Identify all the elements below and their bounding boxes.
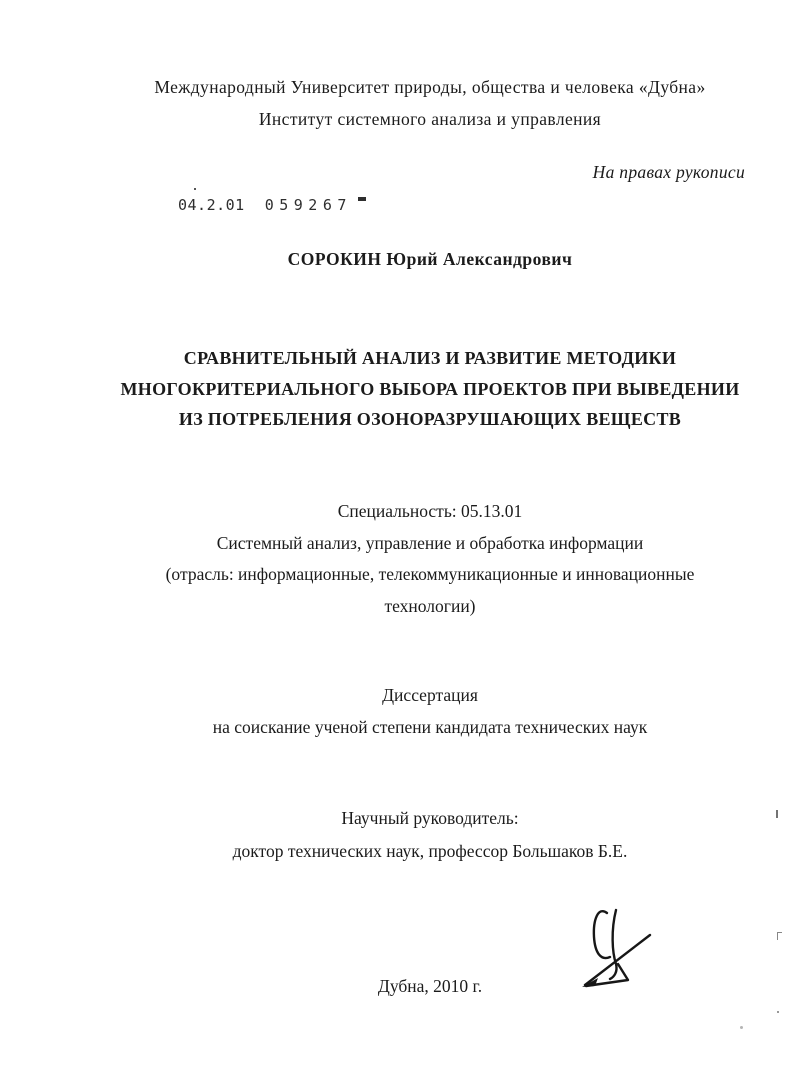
supervisor-label: Научный руководитель: [341,808,519,828]
title-line-3: ИЗ ПОТРЕБЛЕНИЯ ОЗОНОРАЗРУШАЮЩИХ ВЕЩЕСТВ [178,409,682,429]
specialty-name: Системный анализ, управление и обработка информации [216,532,644,553]
title-line-1: СРАВНИТЕЛЬНЫЙ АНАЛИЗ И РАЗВИТИЕ МЕТОДИКИ [183,348,677,368]
dissertation-title [63,343,797,435]
scan-artifact-dot [740,1026,743,1029]
institute-name: Институт системного анализа и управления [258,109,602,129]
dissertation-word: Диссертация [382,685,478,705]
scan-artifact-dot [777,1011,779,1013]
scan-artifact-tick [776,810,778,818]
manuscript-rights-note: На правах рукописи [592,162,745,182]
specialty-code: Специальность: 05.13.01 [337,501,523,521]
university-name: Международный Университет природы, общества и человека «Дубна» [154,77,706,97]
specialty-branch-line-2: технологии) [384,595,476,616]
scan-artifact-dot [194,188,196,190]
library-stamp-number [178,196,366,214]
dissertation-statement [63,679,797,743]
stamp-dash-mark [358,197,366,201]
stamp-number-part2: 059267 [264,196,352,214]
specialty-branch-line-1: (отрасль: информационные, телекоммуникационные и инновационные [165,564,695,585]
author-name: СОРОКИН Юрий Александрович [287,249,573,269]
scan-artifact-glyph [777,932,782,940]
specialty-section [63,496,797,622]
supervisor-section [63,802,797,868]
dissertation-degree-line: на соискание ученой степени кандидата технических наук [212,717,648,737]
city-year: Дубна, 2010 г. [377,976,483,996]
stamp-number-part1: 04.2.01 [178,196,245,214]
title-line-2: МНОГОКРИТЕРИАЛЬНОГО ВЫБОРА ПРОЕКТОВ ПРИ ВЫВЕДЕНИИ [120,378,740,399]
supervisor-name: доктор технических наук, профессор Большаков Б.Е. [232,841,628,861]
